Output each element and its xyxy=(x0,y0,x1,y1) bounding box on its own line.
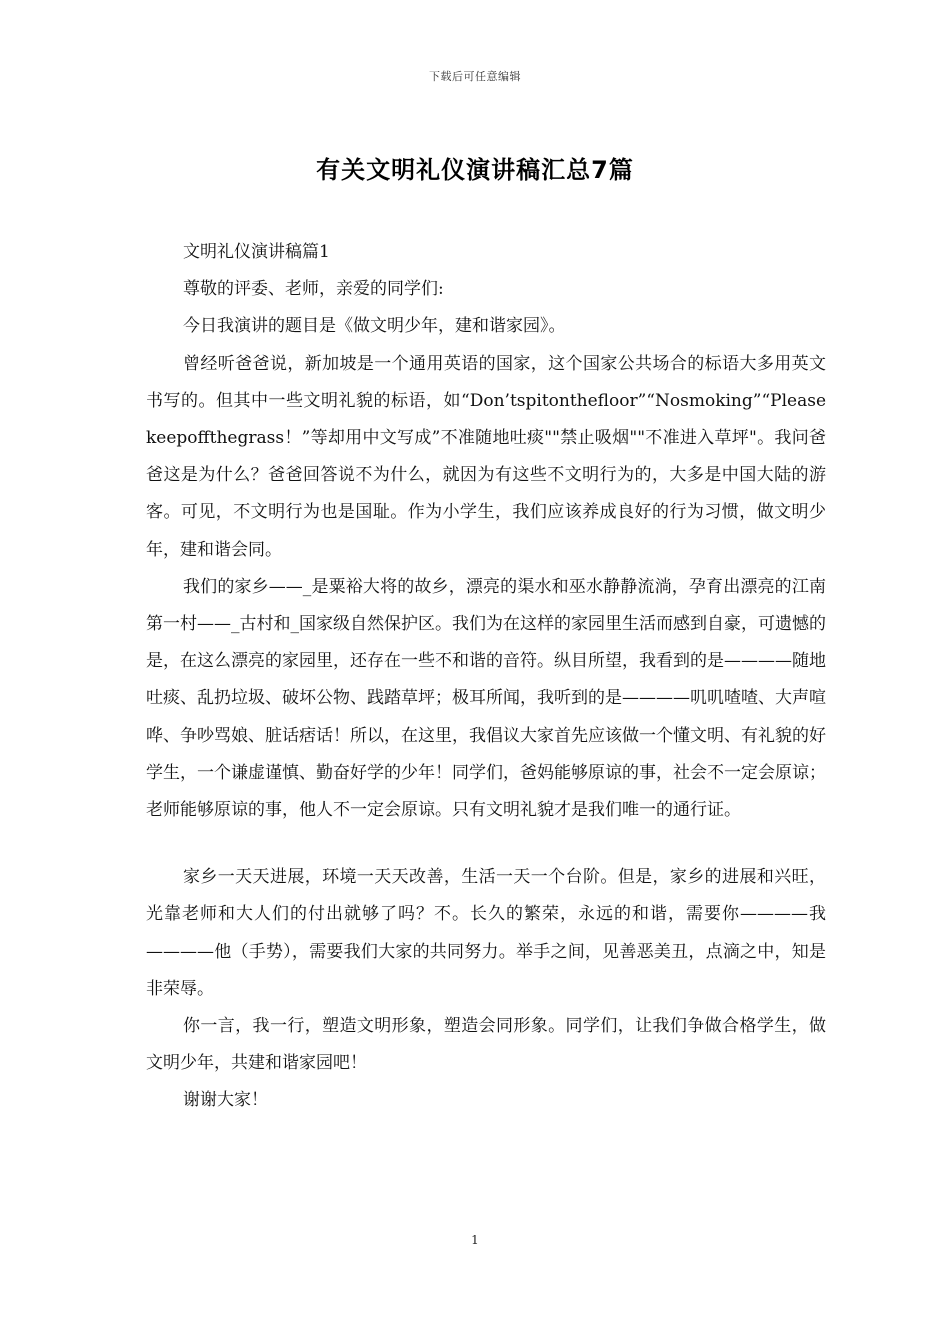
topic-paragraph: 今日我演讲的题目是《做文明少年，建和谐家园》。 xyxy=(183,316,566,337)
page-header-note: 下载后可任意编辑 xyxy=(429,70,521,83)
salutation-paragraph: 尊敬的评委、老师，亲爱的同学们: xyxy=(183,279,444,300)
body-paragraph: 曾经听爸爸说，新加坡是一个通用英语的国家，这个国家公共场合的标语大多用英文书写的。但其中一些文明礼貌的标语，如“Don’tspitonthefloor”“Nosmoking”“Pleasekeepoffthegrass！”等却用中文写成”不准随地吐痰""禁止吸烟""不准进入草坪"。我问爸爸这是为什么？爸爸回答说不为什么，就因为有这些不文明行为的，大多是中国大陆的游客。可见，不文明行为也是国耻。作为小学生，我们应该养成良好的行为习惯，做文明少年，建和谐会同。 xyxy=(146,353,826,560)
paragraph-spacer xyxy=(146,829,826,859)
closing-paragraph: 谢谢大家！ xyxy=(183,1090,268,1111)
body-paragraph: 你一言，我一行，塑造文明形象，塑造会同形象。同学们，让我们争做合格学生，做文明少年，共建和谐家园吧！ xyxy=(146,1016,826,1074)
body-paragraph: 我们的家乡——_是粟裕大将的故乡，漂亮的渠水和巫水静静流淌，孕育出漂亮的江南第一村——_古村和_国家级自然保护区。我们为在这样的家园里生活而感到自豪，可遗憾的是，在这么漂亮的家园里，还存在一些不和谐的音符。纵目所望，我看到的是————随地吐痰、乱扔垃圾、破坏公物、践踏草坪；极耳所闻，我听到的是————叽叽喳喳、大声喧哗、争吵骂娘、脏话痞话！所以，在这里，我倡议大家首先应该做一个懂文明、有礼貌的好学生，一个谦虚谨慎、勤奋好学的少年！同学们，爸妈能够原谅的事，社会不一定会原谅；老师能够原谅的事，他人不一定会原谅。只有文明礼貌才是我们唯一的通行证。 xyxy=(146,576,826,821)
document-title: 有关文明礼仪演讲稿汇总7篇 xyxy=(316,156,634,184)
page-number: 1 xyxy=(471,1233,479,1247)
body-paragraph: 家乡一天天进展，环境一天天改善，生活一天一个台阶。但是，家乡的进展和兴旺，光靠老师和大人们的付出就够了吗？不。长久的繁荣，永远的和谐，需要你————我————他（手势），需要我们大家的共同努力。举手之间，见善恶美丑，点滴之中，知是非荣辱。 xyxy=(146,867,826,999)
document-body xyxy=(146,234,826,1120)
section-heading: 文明礼仪演讲稿篇1 xyxy=(183,242,330,262)
